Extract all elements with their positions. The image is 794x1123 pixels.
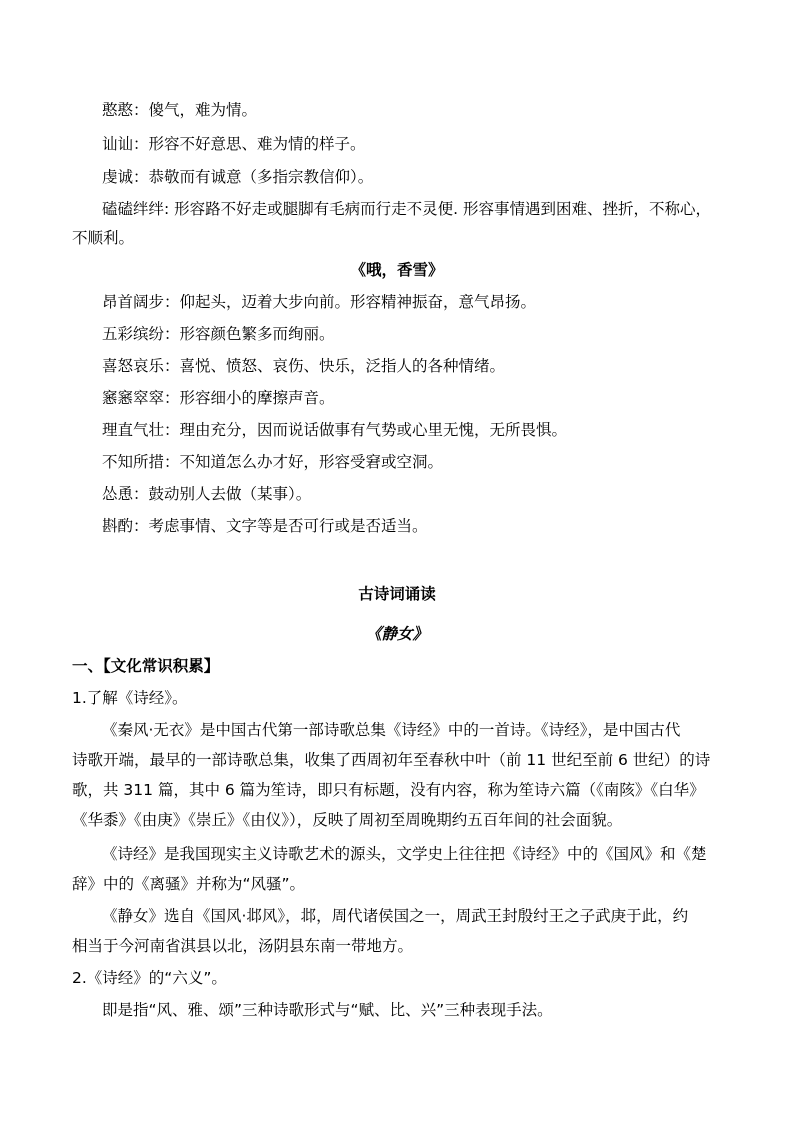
vocab-item: 窸窸窣窣：形容细小的摩擦声音。 [102,389,335,407]
vocab-item: 喜怒哀乐：喜悦、愤怒、哀伤、快乐，泛指人的各种情绪。 [102,357,506,375]
vocab-item: 憨憨：傻气，难为情。 [102,101,258,119]
paragraph-line: 诗歌开端，最早的一部诗歌总集，收集了西周初年至春秋中叶（前 11 世纪至前 6 世纪）的诗 [72,751,711,769]
vocab-item: 虔诚：恭敬而有诚意（多指宗教信仰）。 [102,168,374,186]
vocab-item: 五彩缤纷：形容颜色繁多而绚丽。 [102,325,335,343]
vocab-item: 磕磕绊绊: 形容路不好走或腿脚有毛病而行走不灵便. 形容事情遇到困难、挫折，不称心， [102,200,712,218]
vocab-item: 斟酌：考虑事情、文字等是否可行或是否适当。 [102,517,428,535]
paragraph-line: 《诗经》是我国现实主义诗歌艺术的源头，文学史上往往把《诗经》中的《国风》和《楚 [102,845,707,863]
paragraph-line: 相当于今河南省淇县以北，汤阴县东南一带地方。 [72,937,414,955]
paragraph-line: 辞》中的《离骚》并称为“风骚”。 [72,875,306,893]
vocab-item: 讪讪：形容不好意思、难为情的样子。 [102,135,366,153]
part-title: 一、【文化常识积累】 [72,657,220,675]
lesson-title: 《哦，香雪》 [350,260,444,279]
poem-title: 《静女》 [365,624,428,643]
item-title: 2.《诗经》的“六义”。 [72,969,227,987]
vocab-item: 理直气壮：理由充分，因而说话做事有气势或心里无愧，无所畏惧。 [102,421,568,439]
paragraph-line: 《静女》选自《国风·邶风》，邶，周代诸侯国之一，周武王封殷纣王之子武庚于此，约 [102,907,689,925]
vocab-item-continuation: 不顺利。 [72,229,135,247]
paragraph-line: 即是指“风、雅、颂”三种诗歌形式与“赋、比、兴”三种表现手法。 [102,1001,553,1019]
section-heading: 古诗词诵读 [358,584,436,603]
vocab-item: 怂恿：鼓动别人去做（某事）。 [102,485,312,503]
paragraph-line: 歌，共 311 篇，其中 6 篇为笙诗，即只有标题，没有内容，称为笙诗六篇（《南陔》《白华》 [72,781,705,799]
paragraph-line: 《华黍》《由庚》《崇丘》《由仪》），反映了周初至周晚期约五百年间的社会面貌。 [72,811,623,829]
vocab-item: 昂首阔步：仰起头，迈着大步向前。形容精神振奋，意气昂扬。 [102,293,537,311]
paragraph-line: 《秦风·无衣》是中国古代第一部诗歌总集《诗经》中的一首诗。《诗经》，是中国古代 [102,721,681,739]
vocab-item: 不知所措：不知道怎么办才好，形容受窘或空洞。 [102,453,444,471]
item-title: 1.了解《诗经》。 [72,689,188,707]
